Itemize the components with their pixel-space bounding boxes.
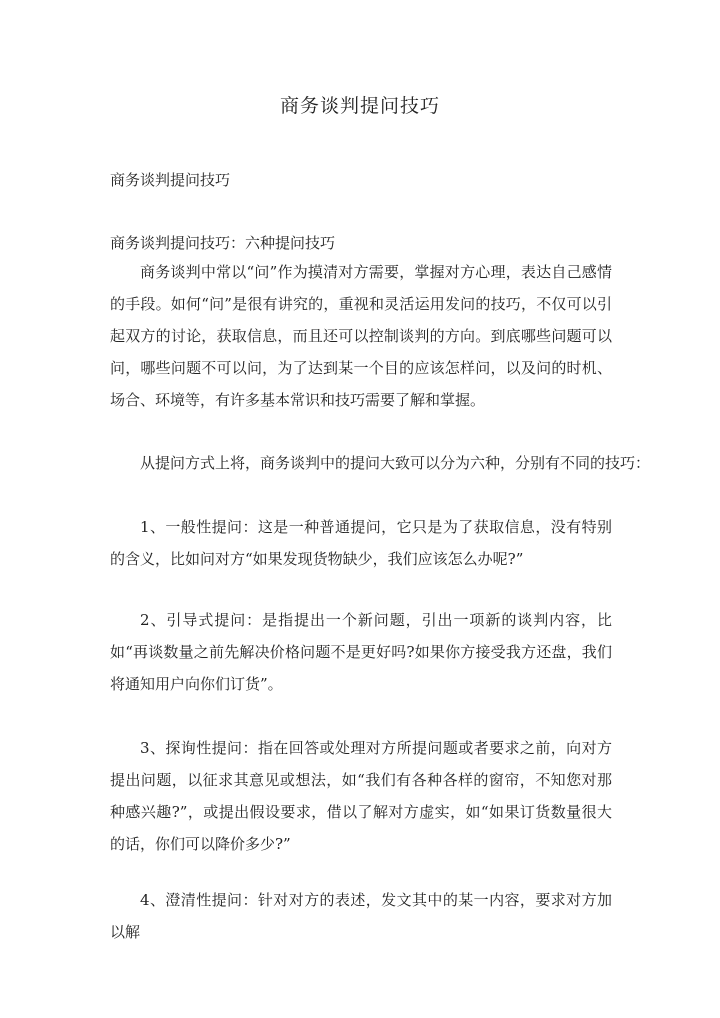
intro-paragraph: 商务谈判中常以“问”作为摸清对方需要，掌握对方心理，表达自己感情的手段。如何“问”是很有讲究的，重视和灵活运用发问的技巧，不仅可以引起双方的讨论，获取信息，而且还可以控制谈判的方向。到底哪些问题可以问，哪些问题不可以问，为了达到某一个目的应该怎样问，以及问的时机、场合、环境等，有许多基本常识和技巧需要了解和掌握。 (110, 263, 612, 409)
item-2-paragraph: 2、引导式提问：是指提出一个新问题，引出一项新的谈判内容，比如“再谈数量之前先解决价格问题不是更好吗?如果你方接受我方还盘，我们将通知用户向你们订货”。 (110, 611, 612, 693)
document-title: 商务谈判提问技巧 (279, 95, 440, 117)
item-1-paragraph: 1、一般性提问：这是一种普通提问，它只是为了获取信息，没有特别的含义，比如问对方“如果发现货物缺少，我们应该怎么办呢?” (110, 518, 612, 568)
overview-paragraph: 从提问方式上将，商务谈判中的提问大致可以分为六种，分别有不同的技巧： (140, 454, 651, 472)
main-heading: 商务谈判提问技巧 (110, 171, 231, 189)
item-4-paragraph: 4、澄清性提问：针对对方的表述，发文其中的某一内容，要求对方加以解 (110, 891, 612, 941)
section-heading: 商务谈判提问技巧：六种提问技巧 (110, 234, 336, 252)
item-3-paragraph: 3、探询性提问：指在回答或处理对方所提问题或者要求之前，向对方提出问题，以征求其意见或想法，如“我们有各种各样的窗帘，不知您对那种感兴趣?”，或提出假设要求，借以了解对方虚实，如“如果订货数量很大的话，你们可以降价多少?” (110, 739, 612, 853)
